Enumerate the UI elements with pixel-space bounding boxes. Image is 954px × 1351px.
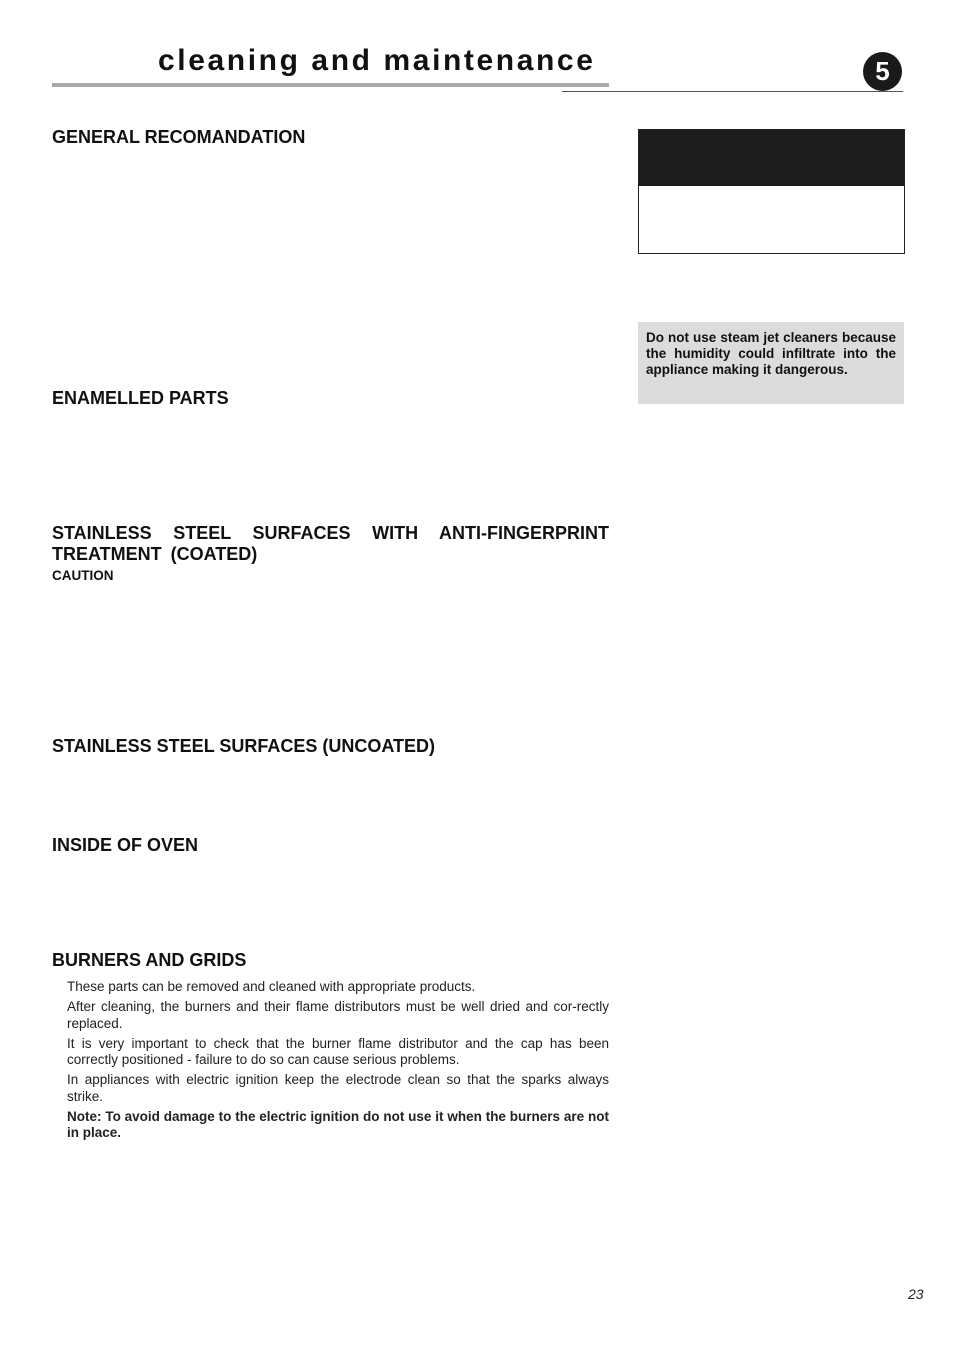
chapter-title: cleaning and maintenance: [158, 44, 596, 77]
caution-label: CAUTION: [52, 568, 114, 583]
heading-general-recommendation: GENERAL RECOMANDATION: [52, 127, 306, 147]
page-number: 23: [908, 1286, 924, 1302]
warning-box: [638, 129, 905, 254]
title-rule-thin: [562, 91, 903, 92]
burners-paragraph: These parts can be removed and cleaned with appropriate products.: [67, 979, 476, 994]
title-rule-thick: [52, 83, 609, 87]
warning-box-header: [639, 130, 904, 186]
heading-coated-steel: STAINLESS STEEL SURFACES WITH ANTI-FINGERPRINT TREATMENT (COATED): [52, 523, 609, 564]
burners-paragraph: It is very important to check that the burner flame distributor and the cap has been correctly positioned - failure to do so can cause serious problems.: [67, 1035, 609, 1068]
burners-note: Note: To avoid damage to the electric ignition do not use it when the burners are not in place.: [67, 1109, 609, 1141]
burners-paragraph: In appliances with electric ignition keep the electrode clean so that the sparks always strike.: [67, 1072, 609, 1104]
burners-body-text: [67, 979, 609, 1146]
heading-uncoated-steel: STAINLESS STEEL SURFACES (UNCOATED): [52, 736, 436, 756]
heading-enamelled-parts: ENAMELLED PARTS: [52, 388, 229, 408]
burners-paragraph: After cleaning, the burners and their flame distributors must be well dried and cor-rectly replaced.: [67, 999, 609, 1031]
chapter-badge: 5: [863, 52, 902, 91]
steam-warning-box: Do not use steam jet cleaners because the humidity could infiltrate into the appliance making it dangerous.: [638, 322, 904, 404]
heading-burners-grids: BURNERS AND GRIDS: [52, 950, 247, 970]
heading-inside-oven: INSIDE OF OVEN: [52, 835, 199, 855]
